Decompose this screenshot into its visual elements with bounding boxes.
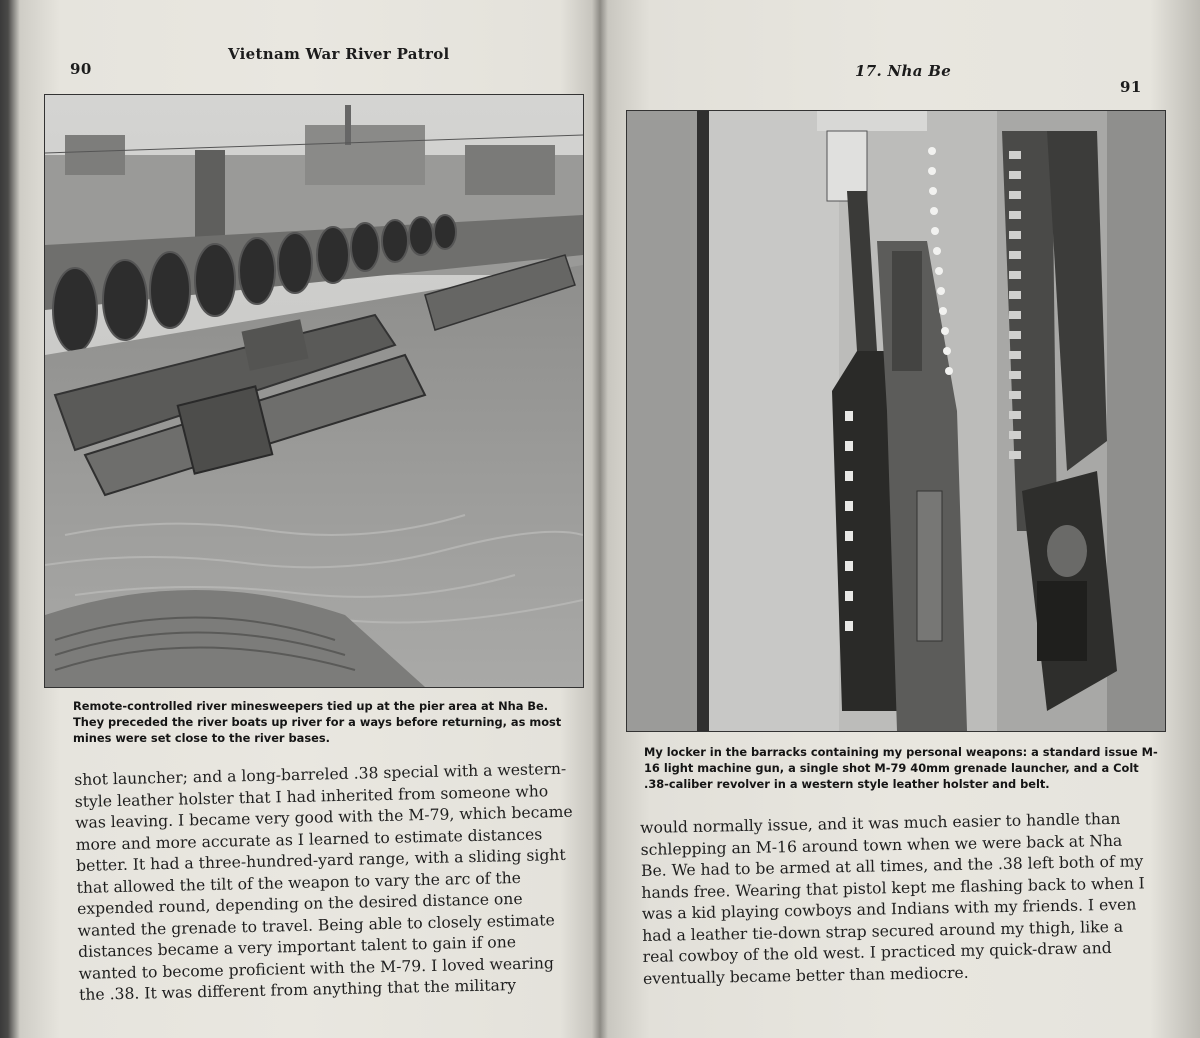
right-photo-caption: My locker in the barracks containing my personal weapons: a standard issue M-16 light machine gun, a single shot M-79 40mm grenade launcher, and a Colt .38-caliber revolver in a western style leather holster and belt. bbox=[644, 745, 1158, 791]
right-page bbox=[602, 0, 1200, 1038]
left-body-text bbox=[74, 759, 579, 1007]
left-photo-caption: Remote-controlled river minesweepers tied up at the pier area at Nha Be. They preceded the river boats up river for a ways before returning, as most mines were set close to the river bases. bbox=[73, 699, 562, 745]
right-body-text bbox=[640, 808, 1148, 990]
left-page bbox=[0, 0, 598, 1038]
locker-photo-graphic bbox=[627, 111, 1165, 731]
pier-minesweepers-photo bbox=[44, 94, 584, 688]
left-page-number: 90 bbox=[70, 60, 92, 78]
right-body-paragraph: would normally issue, and it was much easier to handle than schlepping an M-16 around town when we were back at Nha Be. We had to be armed at all times, and the .38 left both of my hands free. Wearing that pistol kept me flashing back to when I was a kid playing cowboys and Indians with my friends. I even had a leather tie-down strap secured around my thigh, like a real cowboy of the old west. I practiced my quick-draw and eventually became better than mediocre. bbox=[640, 809, 1145, 988]
left-body-paragraph: shot launcher; and a long-barreled .38 special with a western-style leather holster that I had inherited from someone who was leaving. I became very good with the M-79, which became more and more accurate as I learned to estimate distances better. It had a three-hundred-yard range, with a sliding sight that allowed the tilt of the weapon to vary the arc of the expended round, depending on the desired distance one wanted the grenade to travel. Being able to closely estimate distances became a very important talent to gain if one wanted to become proficient with the M-79. I loved wearing the .38. It was different from anything that the military bbox=[74, 759, 573, 1004]
locker-weapons-photo bbox=[626, 110, 1166, 732]
left-running-head: Vietnam War River Patrol bbox=[228, 45, 450, 63]
pier-photo-graphic bbox=[45, 95, 583, 687]
right-page-number: 91 bbox=[1120, 78, 1142, 96]
right-running-head: 17. Nha Be bbox=[855, 62, 952, 80]
